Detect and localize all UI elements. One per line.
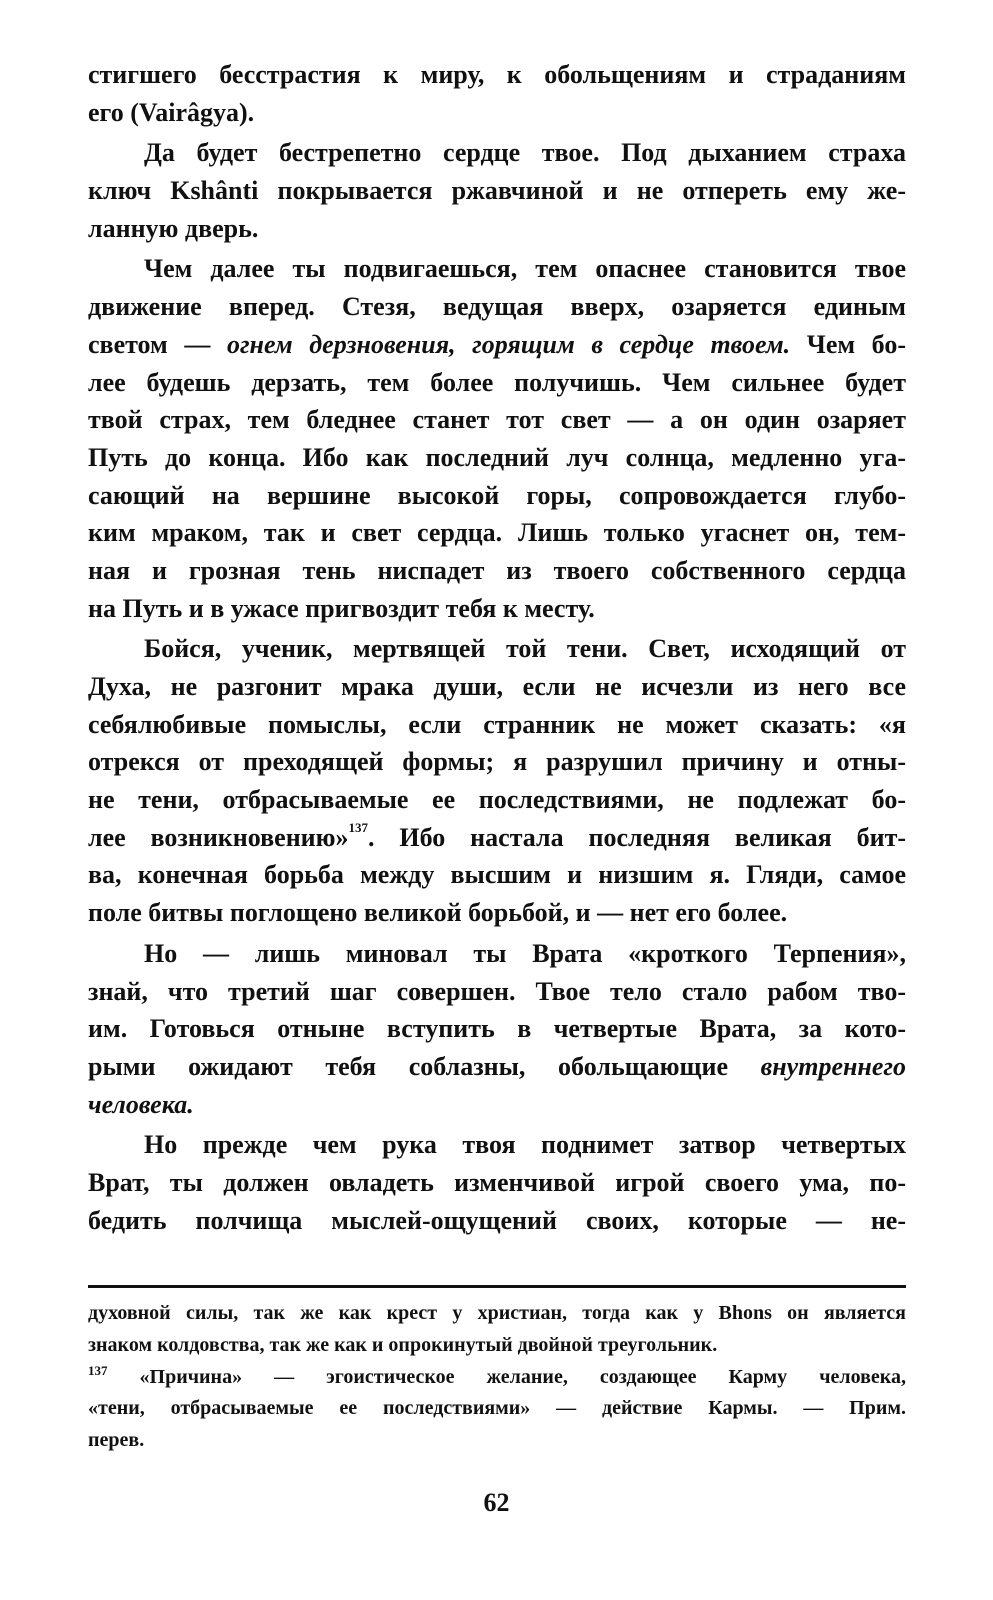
line-text: его (Vairâgya). — [88, 97, 255, 127]
line-text: ва, конечная борьба между высшим и низшим я. Гляди, самое — [88, 860, 906, 890]
footnote-divider — [88, 1285, 906, 1288]
page-number: 62 — [483, 1488, 510, 1517]
text-line — [88, 1086, 906, 1124]
line-text: знаком колдовства, так же как и опрокинутый двойной треугольник. — [88, 1333, 718, 1356]
text-line — [88, 1048, 906, 1086]
footnote-line — [88, 1298, 906, 1330]
text-line — [88, 134, 906, 172]
text-line — [88, 743, 906, 781]
text-line — [88, 172, 906, 210]
footnotes — [88, 1298, 906, 1457]
text-line — [88, 856, 906, 894]
line-text: перев. — [88, 1429, 145, 1452]
line-text: поле битвы поглощено великой борьбой, и — нет его более. — [88, 898, 788, 928]
text-line — [88, 439, 906, 477]
text-line — [88, 94, 906, 132]
footnote-ref: 137 — [348, 819, 369, 835]
line-text: «Причина» — эгоистическое желание, создающее Карму человека, — [107, 1365, 906, 1388]
line-text: Путь до конца. Ибо как последний луч солнца, медленно уга- — [88, 442, 906, 472]
text-line — [88, 590, 906, 628]
line-text: ким мраком, так и свет сердца. Лишь только угаснет он, тем- — [88, 518, 906, 548]
line-text: лее будешь дерзать, тем более получишь. Чем сильнее будет — [88, 367, 906, 397]
text-line — [88, 56, 906, 94]
text-line — [88, 819, 906, 857]
line-text: знай, что третий шаг совершен. Твое тело стало рабом тво- — [88, 976, 906, 1006]
line-text: им. Готовься отныне вступить в четвертые Врата, за кото- — [88, 1014, 906, 1044]
line-text: твой страх, тем бледнее станет тот свет — а он один озаряет — [88, 405, 906, 435]
line-text: себялюбивые помыслы, если странник не может сказать: «я — [88, 709, 906, 739]
footnote-line — [88, 1330, 906, 1362]
text-line — [88, 364, 906, 402]
line-text: ная и грозная тень ниспадет из твоего собственного сердца — [88, 555, 906, 585]
emphasis-text: человека. — [88, 1089, 194, 1119]
text-line — [88, 630, 906, 668]
emphasis-text: огнем дерзновения, горящим в сердце твоем. — [226, 329, 791, 359]
footnote-line — [88, 1362, 906, 1394]
line-text: Чем бо- — [790, 329, 906, 359]
text-line — [88, 477, 906, 515]
text-line — [88, 1164, 906, 1202]
line-text: «тени, отбрасываемые ее последствиями» — действие Кармы. — Прим. — [88, 1397, 906, 1420]
text-line — [88, 1126, 906, 1164]
text-line — [88, 401, 906, 439]
text-line — [88, 552, 906, 590]
text-line — [88, 288, 906, 326]
emphasis-text: внутреннего — [760, 1051, 906, 1081]
line-text: лее возникновению» — [88, 822, 349, 852]
text-line — [88, 668, 906, 706]
line-text: не тени, отбрасываемые ее последствиями, не подлежат бо- — [88, 785, 906, 815]
line-text: на Путь и в ужасе пригвоздит тебя к месту. — [88, 593, 595, 623]
text-line — [88, 935, 906, 973]
line-text: рыми ожидают тебя соблазны, обольщающие — [88, 1051, 761, 1081]
footnote-line — [88, 1425, 906, 1457]
line-text: ключ Kshânti покрывается ржавчиной и не отпереть ему же- — [88, 176, 906, 206]
line-text: Чем далее ты подвигаешься, тем опаснее становится твое — [144, 254, 906, 284]
footnote-line — [88, 1393, 906, 1425]
text-line — [88, 781, 906, 819]
line-text: Духа, не разгонит мрака души, если не исчезли из него все — [88, 672, 906, 701]
line-text: светом — — [88, 329, 227, 359]
line-text: духовной силы, так же как крест у христиан, тогда как у Bhons он является — [88, 1302, 906, 1324]
text-line — [88, 250, 906, 288]
text-line — [88, 894, 906, 932]
line-text: Но — лишь миновал ты Врата «кроткого Терпения», — [144, 938, 906, 968]
body-text — [88, 56, 906, 1239]
text-line — [88, 514, 906, 552]
line-text: стигшего бесстрастия к миру, к обольщениям и страданиям — [88, 60, 906, 89]
line-text: отрекся от преходящей формы; я разрушил причину и отны- — [88, 747, 906, 777]
line-text: . Ибо настала последняя великая бит- — [368, 822, 906, 852]
line-text: Да будет бестрепетно сердце твое. Под дыханием страха — [144, 138, 906, 168]
text-line — [88, 706, 906, 744]
footnote-ref: 137 — [88, 1362, 108, 1378]
text-line — [88, 973, 906, 1011]
line-text: Бойся, ученик, мертвящей той тени. Свет, исходящий от — [144, 634, 906, 664]
line-text: Врат, ты должен овладеть изменчивой игрой своего ума, по- — [88, 1167, 906, 1197]
line-text: бедить полчища мыслей-ощущений своих, которые — не- — [88, 1205, 906, 1235]
text-line — [88, 210, 906, 248]
text-line — [88, 1010, 906, 1048]
line-text: сающий на вершине высокой горы, сопровождается глубо- — [88, 480, 906, 510]
line-text: ланную дверь. — [88, 213, 259, 243]
text-line — [88, 326, 906, 364]
text-line — [88, 1202, 906, 1240]
line-text: Но прежде чем рука твоя поднимет затвор четвертых — [144, 1130, 906, 1160]
line-text: движение вперед. Стезя, ведущая вверх, озаряется единым — [88, 292, 906, 322]
